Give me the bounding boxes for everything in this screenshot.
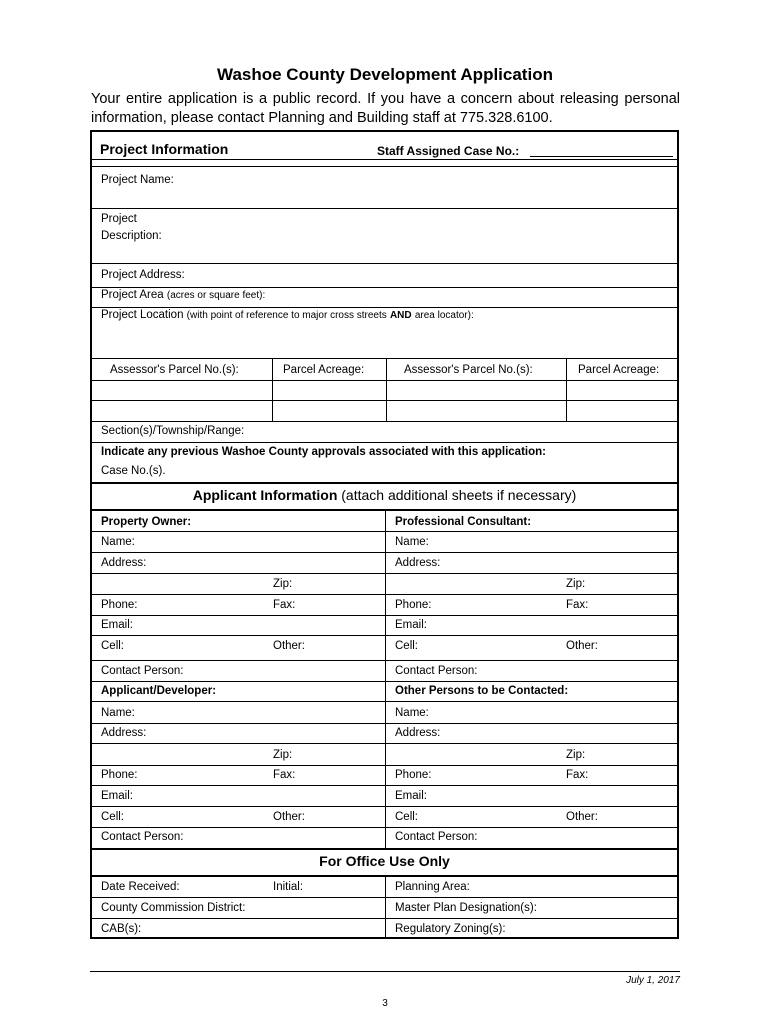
project-info-heading: Project Information [100,141,229,157]
other-phone-label: Phone: [395,769,432,781]
intro-text: Your entire application is a public record. If you have a concern about releasing personal information, please contact Planning and Building staff at 775.328.6100. [91,91,680,126]
section-township-label: Section(s)/Township/Range: [101,425,245,437]
developer-cell-label: Cell: [101,811,125,823]
initial-label: Initial: [273,881,304,893]
project-name-label: Project Name: [101,174,174,186]
other-fax-label: Fax: [566,769,589,781]
staff-case-field[interactable] [530,144,673,157]
other-cell-label: Cell: [395,811,419,823]
consultant-name-label: Name: [395,536,429,548]
page-title: Washoe County Development Application [217,65,553,84]
other-zip-label: Zip: [566,749,586,761]
project-area-label: Project Area (acres or square feet): [101,289,266,301]
consultant-other-label: Other: [566,640,598,652]
other-email-label: Email: [395,790,427,802]
owner-contact-label: Contact Person: [101,665,184,677]
footer-date: July 1, 2017 [626,975,680,986]
developer-email-label: Email: [101,790,133,802]
parcel-header-2: Parcel Acreage: [283,364,365,376]
date-received-label: Date Received: [101,881,180,893]
cab-label: CAB(s): [101,923,142,935]
other-contact-label: Contact Person: [395,831,478,843]
professional-consultant-heading: Professional Consultant: [395,516,532,528]
page-number: 3 [382,998,388,1009]
zoning-label: Regulatory Zoning(s): [395,923,506,935]
developer-zip-label: Zip: [273,749,293,761]
footer-rule [90,971,680,972]
other-persons-heading: Other Persons to be Contacted: [395,685,569,697]
parcel-header-1: Assessor's Parcel No.(s): [110,364,239,376]
consultant-fax-label: Fax: [566,599,589,611]
consultant-address-label: Address: [395,557,441,569]
owner-address-label: Address: [101,557,147,569]
developer-phone-label: Phone: [101,769,138,781]
owner-zip-label: Zip: [273,578,293,590]
applicant-info-heading: Applicant Information (attach additional sheets if necessary) [192,487,577,503]
other-address-label: Address: [395,727,441,739]
owner-fax-label: Fax: [273,599,296,611]
previous-approvals-label: Indicate any previous Washoe County approvals associated with this application: [101,446,546,458]
developer-other-label: Other: [273,811,305,823]
project-desc-label-1: Project [101,213,137,225]
owner-phone-label: Phone: [101,599,138,611]
developer-fax-label: Fax: [273,769,296,781]
owner-cell-label: Cell: [101,640,125,652]
project-address-label: Project Address: [101,269,185,281]
owner-name-label: Name: [101,536,135,548]
master-plan-label: Master Plan Designation(s): [395,902,537,914]
project-location-label: Project Location (with point of reference to major cross streets AND area locator): [101,309,474,321]
parcel-header-3: Assessor's Parcel No.(s): [404,364,533,376]
planning-area-label: Planning Area: [395,881,470,893]
other-other-label: Other: [566,811,598,823]
application-form [90,130,679,939]
developer-contact-label: Contact Person: [101,831,184,843]
parcel-header-4: Parcel Acreage: [578,364,660,376]
consultant-phone-label: Phone: [395,599,432,611]
consultant-zip-label: Zip: [566,578,586,590]
consultant-email-label: Email: [395,619,427,631]
project-desc-label-2: Description: [101,230,162,242]
owner-email-label: Email: [101,619,133,631]
consultant-contact-label: Contact Person: [395,665,478,677]
owner-other-label: Other: [273,640,305,652]
applicant-developer-heading: Applicant/Developer: [101,685,217,697]
staff-case-label: Staff Assigned Case No.: [377,144,520,158]
property-owner-heading: Property Owner: [101,516,192,528]
developer-name-label: Name: [101,707,135,719]
case-no-label: Case No.(s). [101,465,166,477]
developer-address-label: Address: [101,727,147,739]
office-use-heading: For Office Use Only [319,853,450,869]
commission-district-label: County Commission District: [101,902,246,914]
consultant-cell-label: Cell: [395,640,419,652]
other-name-label: Name: [395,707,429,719]
